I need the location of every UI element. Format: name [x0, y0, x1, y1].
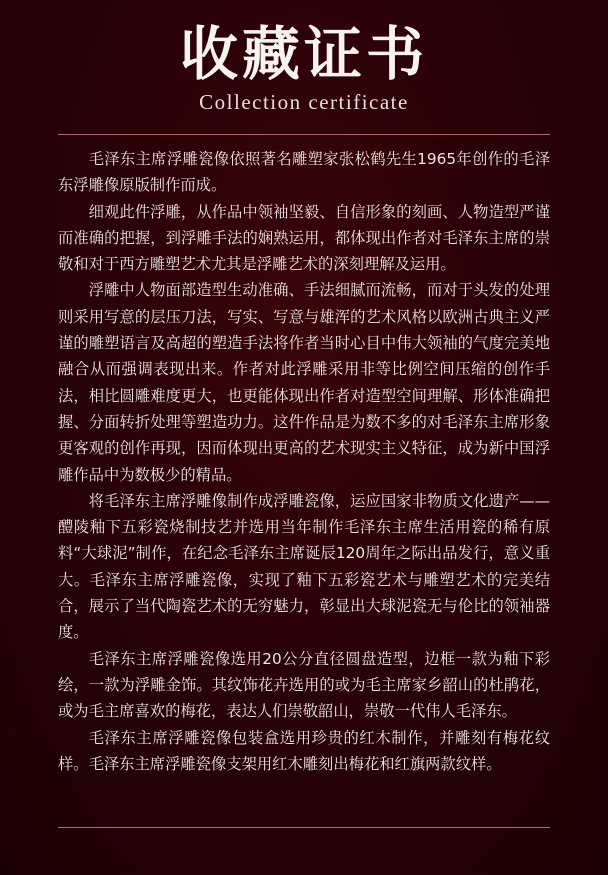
paragraph-design: 毛泽东主席浮雕瓷像选用20公分直径圆盘造型，边框一款为釉下彩绘，一款为浮雕金饰。其纹饰花卉选用的或为毛主席家乡韶山的杜鹃花，或为毛主席喜欢的梅花，表达人们崇敬韶山，崇敬一代伟人毛泽东。	[58, 649, 550, 721]
paragraph-production: 将毛泽东主席浮雕像制作成浮雕瓷像，运应国家非物质文化遗产——醴陵釉下五彩瓷烧制技艺并选用当年制作毛泽东主席生活用瓷的稀有原料“大球泥”制作，在纪念毛泽东主席诞辰120周年之际出品发行，意义重大。毛泽东主席浮雕瓷像，实现了釉下五彩瓷艺术与雕塑艺术的完美结合，展示了当代陶瓷艺术的无穷魅力，彰显出大球泥瓷无与伦比的领袖器度。	[58, 491, 550, 642]
paragraph-origin: 毛泽东主席浮雕瓷像依照著名雕塑家张松鹤先生1965年创作的毛泽东浮雕像原版制作而成。	[58, 150, 550, 195]
paragraph-detail: 细观此件浮雕，从作品中领袖坚毅、自信形象的刻画、人物造型严谨而准确的把握，到浮雕手法的娴熟运用，都体现出作者对毛泽东主席的崇敬和对于西方雕塑艺术尤其是浮雕艺术的深刻理解及运用。	[58, 202, 550, 274]
paragraph-technique: 浮雕中人物面部造型生动准确、手法细腻而流畅，而对于头发的处理则采用写意的层压刀法，写实、写意与雄浑的艺术风格以欧洲古典主义严谨的雕塑语言及高超的塑造手法将作者当时心目中伟大领袖的气度完美地融合从而强调表现出来。作者对此浮雕采用非等比例空间压缩的创作手法，相比圆雕难度更大，也更能体现出作者对造型空间理解、形体准确把握、分面转折处理等塑造功力。这件作品是为数不多的对毛泽东主席形象更客观的创作再现，因而体现出更高的艺术现实主义特征，成为新中国浮雕作品中为数极少的精品。	[58, 281, 550, 484]
top-divider	[58, 134, 550, 135]
certificate-title: 收藏证书	[179, 20, 428, 88]
certificate-subtitle: Collection certificate	[199, 90, 409, 114]
paragraph-packaging: 毛泽东主席浮雕瓷像包装盒选用珍贵的红木制作，并雕刻有梅花纹样。毛泽东主席浮雕瓷像支架用红木雕刻出梅花和红旗两款纹样。	[58, 728, 550, 773]
bottom-divider	[58, 827, 550, 828]
certificate-body	[58, 146, 550, 777]
